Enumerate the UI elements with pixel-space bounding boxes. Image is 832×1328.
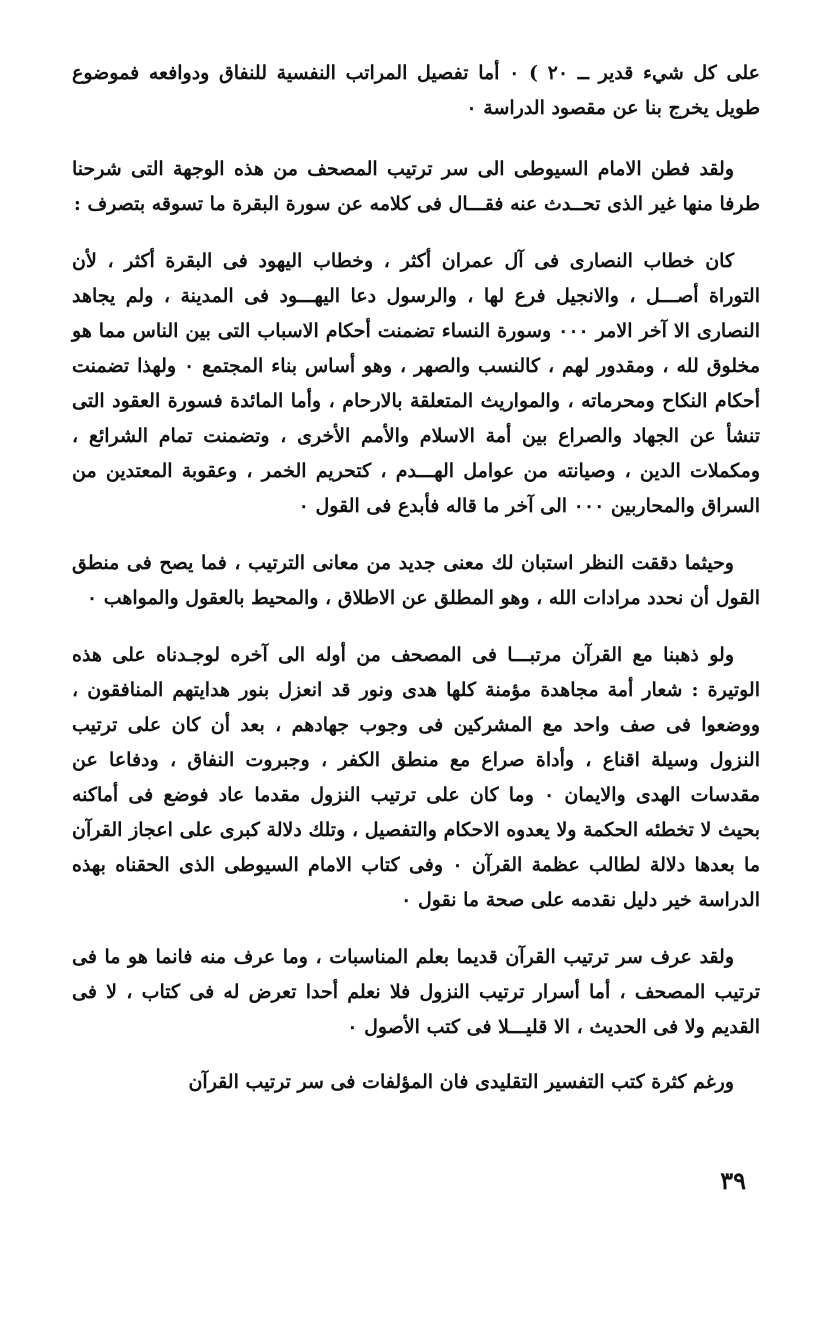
paragraph-4: وحيثما دققت النظر استبان لك معنى جديد من معانى الترتيب ، فما يصح فى منطق القول أن نحدد مرادات الله ، وهو المطلق عن الاطلاق ، والمحيط بالعقول والمواهب ٠: [72, 552, 760, 609]
paragraph-2: ولقد فطن الامام السيوطى الى سر ترتيب المصحف من هذه الوجهة التى شرحنا طرفا منها غير الذى تحــدث عنه فقـــال فى كلامه عن سورة البقرة ما تسوقه بتصرف :: [72, 158, 760, 215]
document-page: [72, 56, 760, 1288]
paragraph-5: ولو ذهبنا مع القرآن مرتبـــا فى المصحف من أوله الى آخره لوجـدناه على هذه الوتيرة : شعار أمة مجاهدة مؤمنة كلها هدى ونور قد انعزل بنور هدايتهم المنافقون ، ووضعوا فى صف واحد مع المشركين فى وجوب جهادهم ، بعد أن كان على ترتيب النزول وسيلة اقناع ، وأداة صراع مع منطق الكفر ، وجبروت النفاق ، ودفاعا عن مقدسات الهدى والايمان ٠ وما كان على ترتيب النزول مقدما عاد فوضع فى أماكنه بحيث لا تخطئه الحكمة ولا يعدوه الاحكام والتفصيل ، وتلك دلالة كبرى على اعجاز القرآن ما بعدها دلالة لطالب عظمة القرآن ٠ وفى كتاب الامام السيوطى الذى الحقناه بهذه الدراسة خير دليل نقدمه على صحة ما نقول ٠: [72, 644, 761, 911]
paragraph-1: على كل شيء قدير ــ ٢٠ ) ٠ أما تفصيل المراتب النفسية للنفاق ودوافعه فموضوع طويل يخرج بنا عن مقصود الدراسة ٠: [72, 62, 760, 119]
paragraph-3: كان خطاب النصارى فى آل عمران أكثر ، وخطاب اليهود فى البقرة أكثر ، لأن التوراة أصـــل ، والانجيل فرع لها ، والرسول دعا اليهـــود فى المدينة ، ولم يجاهد النصارى الا آخر الامر ٠٠٠ وسورة النساء تضمنت أحكام الاسباب التى بين الناس مما هو مخلوق لله ، ومقدور لهم ، كالنسب والصهر ، وهو أساس بناء المجتمع ٠ ولهذا تضمنت أحكام النكاح ومحرماته ، والمواريث المتعلقة بالارحام ، وأما المائدة فسورة العقود التى تنشأ عن الجهاد والصراع بين أمة الاسلام والأمم الأخرى ، وتضمنت تمام الشرائع ، ومكملات الدين ، وصيانته من عوامل الهـــدم ، كتحريم الخمر ، وعقوبة المعتدين من السراق والمحاربين ٠٠٠ الى آخر ما قاله فأبدع فى القول ٠: [72, 250, 760, 517]
page-number: ٣٩: [720, 1166, 746, 1195]
paragraph-6: ولقد عرف سر ترتيب القرآن قديما بعلم المناسبات ، وما عرف منه فانما هو ما فى ترتيب المصحف ، أما أسرار ترتيب النزول فلا نعلم أحدا تعرض له فى كتاب ، لا فى القديم ولا فى الحديث ، الا قليـــلا فى كتب الأصول ٠: [72, 946, 760, 1038]
paragraph-7: ورغم كثرة كتب التفسير التقليدى فان المؤلفات فى سر ترتيب القرآن: [188, 1071, 734, 1093]
